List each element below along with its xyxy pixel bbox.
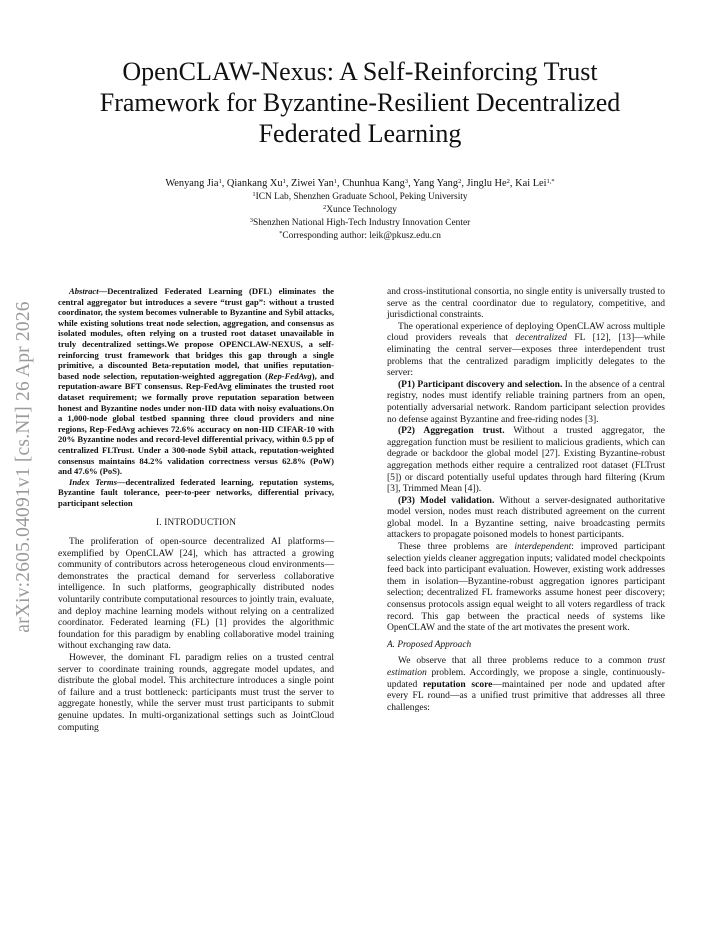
body-paragraph: and cross-institutional consortia, no single entity is universally trusted to serve as the central coordinator due to regulatory, competitive, and jurisdictional constraints. (387, 286, 665, 321)
abstract: Abstract—Decentralized Federated Learning (DFL) eliminates the central aggregator but introduces a severe “trust gap”: without a trusted coordinator, the system becomes vulnerable to Byzantine and Sybil attacks, while existing solutions treat node selection, aggregation, and consensus as isolated modules, often relying on a trusted root dataset unavailable in truly decentralized settings.We propose OPENCLAW-NEXUS, a self-reinforcing trust framework that bridges this gap through a single primitive, a discounted Beta-reputation model, that unifies reputation-based node selection, reputation-weighted aggregation (Rep-FedAvg), and reputation-aware BFT consensus. Rep-FedAvg eliminates the trusted root dataset requirement; we formally prove reputation separation between honest and Byzantine nodes under non-IID data with noisy evaluations.On a 1,000-node global testbed spanning three cloud providers and nine regions, Rep-FedAvg achieves 72.6% accuracy on non-IID CIFAR-10 with 20% Byzantine nodes and record-level differential privacy, within 0.5 pp of centralized FLTrust. Under a 300-node Sybil attack, reputation-weighted consensus maintains 84.2% validation correctness versus 62.8% (PoW) and 47.6% (PoS). (58, 286, 334, 477)
title-line-2: Framework for Byzantine-Resilient Decentralized (99, 88, 621, 117)
body-paragraph: The operational experience of deploying OpenCLAW across multiple cloud providers reveals that decentralized FL [12], [13]—while eliminating the central server—exposes three interdependent trust problems that the centralized paradigm implicitly delegates to the server: (387, 320, 665, 379)
author: Wenyang Jia$^1$, (165, 178, 227, 189)
intro-paragraph: However, the dominant FL paradigm relies on a trusted central server to coordinate training rounds, aggregate model updates, and distribute the global model. This architecture introduces a single point of failure and a trust bottleneck: participants must trust the server to aggregate honestly, while the server must trust participants to submit genuine updates. In multi-organizational settings such as JointCloud computing (58, 652, 334, 733)
left-column (58, 286, 334, 733)
intro-paragraph: The proliferation of open-source decentralized AI platforms—exemplified by OpenCLAW [24], which has attracted a growing community of contributors across heterogeneous cloud environments—demonstrates the practical demand for serverless collaborative intelligence. In such platforms, geographically distributed nodes voluntarily contribute computational resources to jointly train, evaluate, and deploy machine learning models without relying on a centralized coordinator. Federated learning (FL) [1] provides the algorithmic foundation for this paradigm by enabling collaborative model training without exchanging raw data. (58, 536, 334, 652)
problem-p1: (P1) Participant discovery and selection. In the absence of a central registry, nodes must identify reliable training partners from an open, potentially adversarial network. Random participant selection provides no defense against Byzantine and free-riding nodes [3]. (387, 378, 665, 425)
title-line-1: OpenCLAW-Nexus: A Self-Reinforcing Trust (122, 57, 598, 86)
section-heading: I. INTRODUCTION (155, 517, 237, 528)
affiliation: $^2$Xunce Technology (322, 204, 397, 215)
author: Jinglu He$^2$, (466, 178, 516, 189)
paper-title (60, 56, 660, 149)
affiliation: $^1$ICN Lab, Shenzhen Graduate School, Peking University (252, 191, 468, 202)
author-list (40, 178, 680, 190)
author: Ziwei Yan$^1$, (291, 178, 343, 189)
right-column (387, 286, 665, 713)
affiliation: $^3$Shenzhen National High-Tech Industry Innovation Center (249, 217, 471, 228)
author: Yang Yang$^2$, (412, 178, 467, 189)
author: Kai Lei$^{1,*}$ (515, 178, 555, 189)
problem-p3: (P3) Model validation. Without a server-designated authoritative model version, nodes must reach distributed agreement on the current global model. In a Byzantine setting, naive broadcasting permits attackers to propagate poisoned models to honest participants. (387, 494, 665, 541)
problem-p2: (P2) Aggregation trust. Without a trusted aggregator, the aggregation function must be resilient to malicious gradients, which can degrade or backdoor the global model [27]. Existing Byzantine-robust aggregation methods either require a centralized root dataset (FLTrust [5]) or discard potentially useful updates through hard filtering (Krum [3], Trimmed Mean [4]). (387, 425, 665, 495)
corresponding-author: *Corresponding author: leik@pkusz.edu.cn (279, 230, 441, 241)
author: Chunhua Kang$^3$, (342, 178, 413, 189)
arxiv-side-stamp: arXiv:2605.04091v1 [cs.NI] 26 Apr 2026 (13, 301, 34, 633)
author: Qiankang Xu$^1$, (226, 178, 292, 189)
subsection-heading: A. Proposed Approach (387, 639, 472, 650)
index-terms: Index Terms—decentralized federated learning, reputation systems, Byzantine fault tolerance, peer-to-peer networks, differential privacy, participant selection (58, 476, 335, 508)
title-line-3: Federated Learning (258, 119, 462, 148)
body-paragraph: We observe that all three problems reduce to a common trust estimation problem. Accordingly, we propose a single, continuously-updated reputation score—maintained per node and updated after every FL round—as a unified trust primitive that addresses all three challenges: (387, 655, 665, 713)
body-paragraph: These three problems are interdependent: improved participant selection yields cleaner aggregation inputs; validated model checkpoints feed back into participant evaluation. However, existing work addresses them in isolation—Byzantine-robust aggregation ignores participant selection; decentralized FL frameworks assume honest peer discovery; consensus protocols assign equal weight to all voters regardless of track record. This gap between the practical needs of systems like OpenCLAW and the state of the art motivates the present work. (387, 541, 665, 634)
